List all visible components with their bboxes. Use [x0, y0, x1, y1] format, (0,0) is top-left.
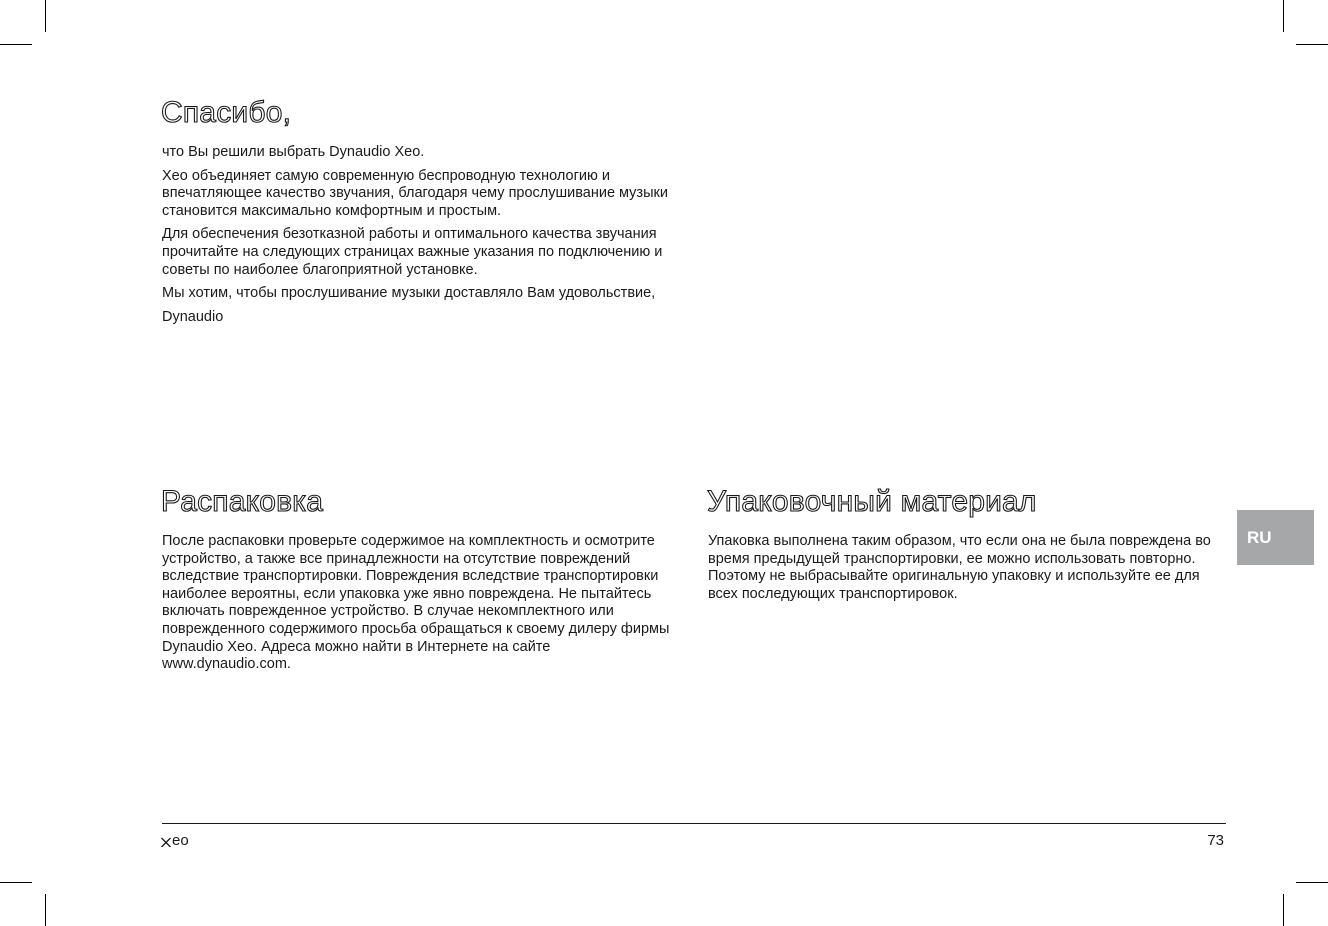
- unpacking-paragraph: После распаковки проверьте содержимое на комплектность и осмотрите устройство, а также все принадлежности на отсутствие повреждений вследствие транспортировки. Повреждения вследствие транспортировки наиболее вероятны, если упаковка уже явно повреждена. Не пытайтесь включать поврежденное устройство. В случае некомплектного или поврежденного содержимого просьба обращаться к своему дилеру фирмы Dynaudio Xeo. Адреса можно найти в Интернете на сайте www.dynaudio.com.: [162, 533, 670, 673]
- crop-mark: [45, 894, 46, 926]
- thanks-signature: Dynaudio: [162, 308, 224, 325]
- thanks-heading: Спасибо,: [161, 96, 292, 129]
- thanks-paragraph: Xeo объединяет самую современную беспроводную технологию и впечатляющее качество звучания, благодаря чему прослушивание музыки становится максимально комфортным и простым.: [162, 167, 668, 219]
- unpacking-body: [162, 533, 682, 674]
- packaging-heading: Упаковочный материал: [707, 485, 1037, 518]
- xeo-logo-x-icon: [161, 833, 171, 847]
- footer-divider: [162, 823, 1226, 824]
- crop-mark: [45, 0, 46, 32]
- thanks-paragraph: что Вы решили выбрать Dynaudio Xeo.: [162, 144, 425, 160]
- crop-mark: [1296, 44, 1328, 45]
- packaging-paragraph: Упаковка выполнена таким образом, что если она не была повреждена во время предыдущей транспортировки, ее можно использовать повторно. Поэтому не выбрасывайте оригинальную упаковку и используйте ее для всех последующих транспортировок.: [708, 533, 1211, 602]
- crop-mark: [1283, 0, 1284, 32]
- thanks-paragraph: Мы хотим, чтобы прослушивание музыки доставляло Вам удовольствие,: [162, 285, 656, 302]
- crop-mark: [1296, 882, 1328, 883]
- crop-mark: [0, 44, 32, 45]
- xeo-logo: [161, 832, 189, 850]
- unpacking-heading: Распаковка: [161, 485, 324, 518]
- xeo-logo-text: eo: [172, 832, 189, 849]
- language-tab: RU: [1237, 510, 1314, 565]
- thanks-paragraph: Для обеспечения безотказной работы и оптимального качества звучания прочитайте на следующих страницах важные указания по подключению и советы по наиболее благоприятной установке.: [162, 226, 663, 278]
- thanks-body: [162, 144, 682, 326]
- page-number: 73: [1207, 832, 1224, 849]
- crop-mark: [0, 882, 32, 883]
- packaging-body: [708, 533, 1218, 603]
- crop-mark: [1283, 894, 1284, 926]
